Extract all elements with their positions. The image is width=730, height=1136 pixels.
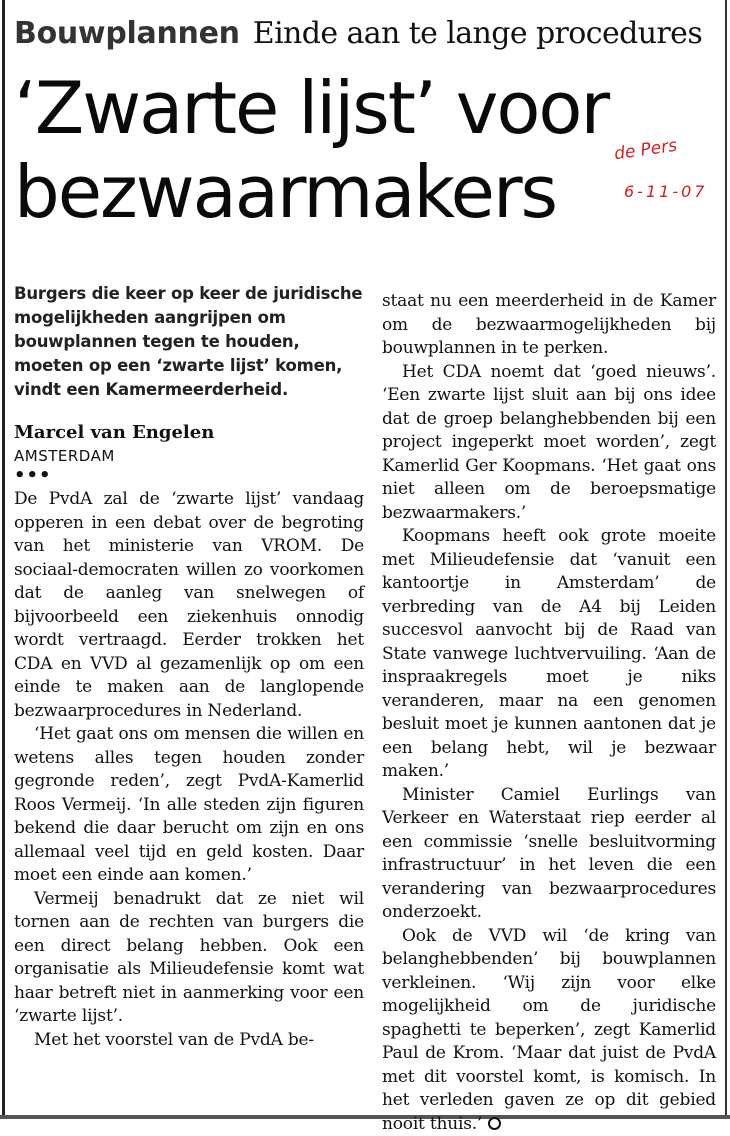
headline-line-1: ‘Zwarte lijst’ voor [14,66,614,150]
body-paragraph: Vermeij benadrukt dat ze niet wil tornen aan de rechten van burgers die een direct belang hebben. Ook een organisatie als Milieudefensie komt wat haar betreft niet in aanmerking voor een ‘zwarte lijst’. [14,888,364,1029]
scan-edge-right [725,0,727,1119]
scan-edge-left [2,0,5,1119]
article-column-left [14,282,364,1052]
body-paragraph: Met het voorstel van de PvdA be- [14,1029,364,1053]
body-paragraph: De PvdA zal de ‘zwarte lijst’ vandaag opperen in een debat over de begroting van het ministerie van VROM. De sociaal-democraten willen zo voorkomen dat de aanleg van snelwegen of bijvoorbeeld een ziekenhuis onnodig wordt vertraagd. Eerder trokken het CDA en VVD al gezamenlijk op om een einde te maken aan de langlopende bezwaarprocedures in Nederland. [14,488,364,723]
byline-location: AMSTERDAM [14,446,364,466]
byline-author: Marcel van Engelen [14,420,364,446]
byline-dots: ••• [14,466,364,486]
headline [14,66,614,234]
lead-paragraph: Burgers die keer op keer de juridische mogelijkheden aangrijpen om bouwplannen tegen te houden, moeten op een ‘zwarte lijst’ komen, vindt een Kamermeerderheid. [14,282,364,402]
body-paragraph: Koopmans heeft ook grote moeite met Milieudefensie dat ‘vanuit een kantoortje in Amsterdam’ de verbreding van de A4 bij Leiden succesvol aanvocht bij de Raad van State vanwege luchtvervuiling. ‘Aan de inspraakregels moet je niks veranderen, maar na een genomen besluit moet je kunnen aantonen dat je een belang hebt, wil je bezwaar maken.’ [382,525,716,784]
body-paragraph: ‘Het gaat ons om mensen die willen en wetens alles tegen houden zonder gegronde reden’, zegt PvdA-Kamerlid Roos Vermeij. ‘In alle steden zijn figuren bekend die daar berucht om zijn en ons allemaal veel tijd en geld kosten. Daar moet een einde aan komen.’ [14,723,364,888]
body-paragraph: staat nu een meerderheid in de Kamer om de bezwaarmogelijkheden bij bouwplannen in te perken. [382,290,716,361]
body-paragraph: Het CDA noemt dat ‘goed nieuws’. ‘Een zwarte lijst sluit aan bij ons idee dat de groep belanghebbenden bij een project ingeperkt moet worden’, zegt Kamerlid Ger Koopmans. ‘Het gaat ons niet alleen om de beroepsmatige bezwaarmakers.’ [382,361,716,526]
body-paragraph-last [382,925,716,1136]
body-paragraph: Minister Camiel Eurlings van Verkeer en Waterstaat riep eerder al een commissie ‘snelle besluitvorming infrastructuur’ in het leven die een verandering van bezwaarprocedures onderzoekt. [382,784,716,925]
kicker [14,16,702,51]
handwritten-date: 6-11-07 [624,182,707,201]
body-paragraph-text: Ook de VVD wil ‘de kring van belanghebbenden’ bij bouwplannen verkleinen. ‘Wij zijn voor elke mogelijkheid om de juridische spaghetti te beperken’, zegt Kamerlid Paul de Krom. ‘Maar dat juist de PvdA met dit voorstel komt, is komisch. In het verleden gaven ze op dit gebied nooit thuis.’ [382,926,716,1134]
handwritten-source-note [612,140,722,230]
handwritten-paper-name: de Pers [613,136,678,165]
article-column-right [382,290,716,1136]
end-of-article-icon [488,1117,501,1130]
headline-line-2: bezwaarmakers [14,150,614,234]
kicker-subtitle: Einde aan te lange procedures [253,16,702,51]
kicker-label: Bouwplannen [14,16,240,51]
